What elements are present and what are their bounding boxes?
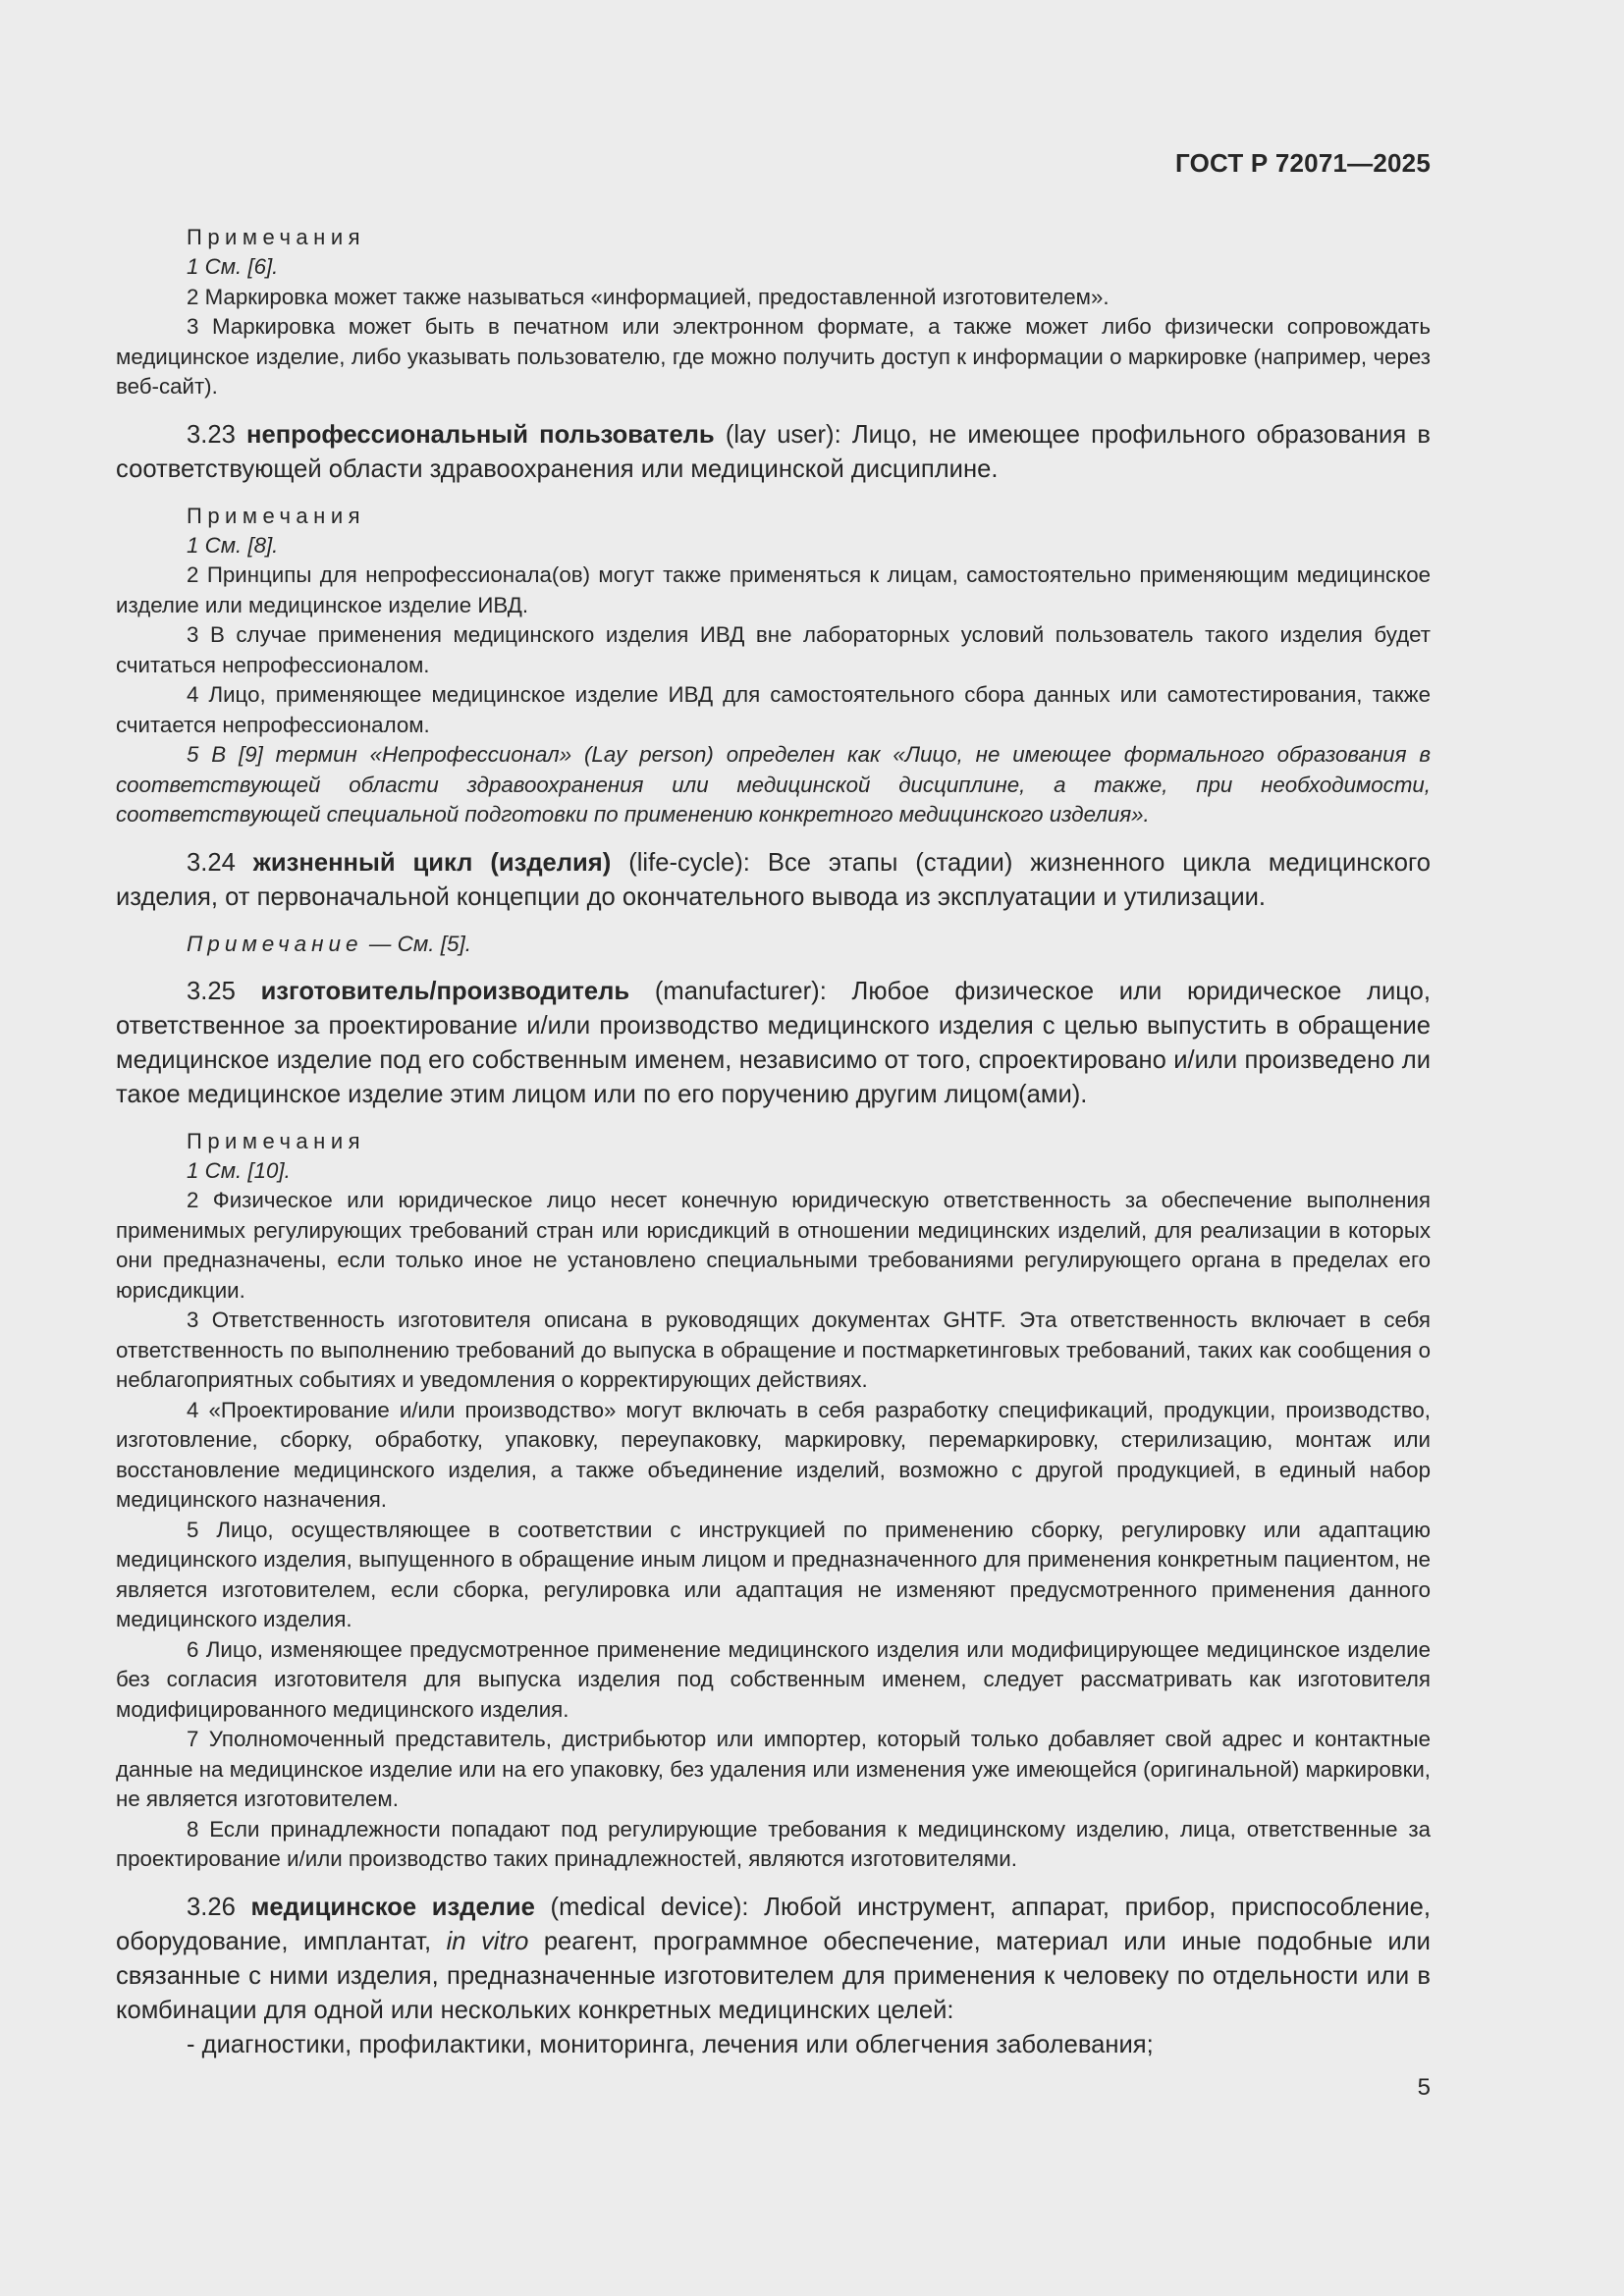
note-item: 1 См. [6]. [187, 254, 279, 279]
term-english: (life-cycle): [628, 848, 750, 877]
note-item: 8 Если принадлежности попадают под регулирующие требования к медицинскому изделию, лица, ответственные за проектирование и/или производство таких принадлежностей, являются изготовителями. [116, 1816, 1431, 1871]
document-body [116, 222, 1431, 2062]
note-item: 7 Уполномоченный представитель, дистрибьютор или импортер, который только добавляет свой адрес и контактные данные на медицинское изделие или на его упаковку, без удаления или изменения уже имеющейся (оригинальной) маркировки, не является изготовителем. [116, 1727, 1431, 1811]
note-text: — См. [5]. [368, 931, 472, 956]
note-item: 1 См. [10]. [187, 1157, 291, 1183]
term-name: медицинское изделие [250, 1893, 535, 1921]
page-number: 5 [1417, 2074, 1431, 2101]
term-3-23 [116, 418, 1431, 487]
list-item: - диагностики, профилактики, мониторинга, лечения или облегчения заболевания; [187, 2030, 1154, 2058]
notes-title: Примечания [187, 1128, 366, 1153]
term-number: 3.25 [187, 977, 236, 1005]
note-item: 3 Ответственность изготовителя описана в руководящих документах GHTF. Эта ответственность включает в себя ответственность по выполнению требований до выпуска в обращение и постмаркетинговых требований, таких как сообщения о неблагоприятных событиях и уведомления о корректирующих действиях. [116, 1308, 1431, 1392]
note-item: 3 Маркировка может быть в печатном или электронном формате, а также может либо физически сопровождать медицинское изделие, либо указывать пользователю, где можно получить доступ к информации о маркировке (например, через веб-сайт). [116, 314, 1431, 399]
term-definition-continued: реагент, программное обеспечение, материал или иные подобные или связанные с ними изделия, предназначенные изготовителем для применения к человеку по отдельности или в комбинации для одной или нескольких конкретных медицинских целей: [116, 1927, 1431, 2024]
note-item: 2 Маркировка может также называться «информацией, предоставленной изготовителем». [187, 284, 1110, 309]
note-item: 2 Принципы для непрофессионала(ов) могут также применяться к лицам, самостоятельно применяющим медицинское изделие или медицинское изделие ИВД. [116, 562, 1431, 617]
term-definition: Любое физическое или юридическое лицо, ответственное за проектирование и/или производство медицинского изделия с целью выпустить в обращение медицинское изделие под его собственным именем, независимо от того, спроектировано и/или произведено ли такое медицинское изделие этим лицом или по его поручению другим лицом(ами). [116, 977, 1431, 1108]
term-definition: Все этапы (стадии) жизненного цикла медицинского изделия, от первоначальной концепции до окончательного вывода из эксплуатации и утилизации. [116, 848, 1431, 911]
note-item: 5 Лицо, осуществляющее в соответствии с инструкцией по применению сборку, регулировку или адаптацию медицинского изделия, выпущенного в обращение иным лицом и предназначенного для применения конкретным пациентом, не является изготовителем, если сборка, регулировка или адаптация не изменяют предусмотренного применения данного медицинского изделия. [116, 1517, 1431, 1631]
term-name: непрофессиональный пользователь [246, 420, 715, 449]
term-3-25 [116, 975, 1431, 1112]
note-item: 2 Физическое или юридическое лицо несет конечную юридическую ответственность за обеспечение выполнения применимых регулирующих требований стран или юрисдикций в отношении медицинских изделий, для реализации в которых они предназначены, если только иное не установлено специальными требованиями регулирующего органа в пределах его юрисдикции. [116, 1188, 1431, 1303]
note-item: 6 Лицо, изменяющее предусмотренное применение медицинского изделия или модифицирующее медицинское изделие без согласия изготовителя для выпуска изделия под собственным именем, следует рассматривать как изготовителя модифицированного медицинского изделия. [116, 1636, 1431, 1722]
term-name: жизненный цикл (изделия) [252, 848, 612, 877]
term-number: 3.23 [187, 420, 236, 449]
note-item: 4 «Проектирование и/или производство» могут включать в себя разработку спецификаций, продукции, производство, изготовление, сборку, обработку, упаковку, переупаковку, маркировку, перемаркировку, стерилизацию, монтаж или восстановление медицинского изделия, а также объединение изделий, возможно с другой продукцией, в единый набор медицинского назначения. [116, 1397, 1431, 1512]
note-item: 3 В случае применения медицинского изделия ИВД вне лабораторных условий пользователь такого изделия будет считаться непрофессионалом. [116, 622, 1431, 677]
term-english: (medical device): [550, 1893, 749, 1921]
term-3-26 [116, 1891, 1431, 2028]
notes-title: Примечания [187, 225, 366, 249]
term-number: 3.26 [187, 1893, 236, 1921]
term-english: (manufacturer): [654, 977, 827, 1005]
standard-header: ГОСТ Р 72071—2025 [1175, 148, 1431, 178]
notes-title: Примечания [187, 503, 366, 528]
term-name: изготовитель/производитель [260, 977, 630, 1005]
term-english: (lay user): [725, 420, 841, 449]
term-definition: Лицо, не имеющее профильного образования в соответствующей области здравоохранения или медицинской дисциплине. [116, 420, 1431, 483]
note-item: 1 См. [8]. [187, 532, 279, 558]
term-definition: Любой инструмент, аппарат, прибор, приспособление, оборудование, имплантат, [116, 1893, 1431, 1955]
note-label: Примечание [187, 931, 363, 956]
term-number: 3.24 [187, 848, 236, 877]
term-3-24 [116, 846, 1431, 915]
single-note [116, 929, 1431, 959]
note-item: 5 В [9] термин «Непрофессионал» (Lay person) определен как «Лицо, не имеющее формального образования в соответствующей области здравоохранения или медицинской дисциплине, а также, при необходимости, соответствующей специальной подготовки по применению конкретного медицинского изделия». [116, 742, 1431, 827]
in-vitro-text: in vitro [446, 1927, 529, 1955]
note-item: 4 Лицо, применяющее медицинское изделие ИВД для самостоятельного сбора данных или самотестирования, также считается непрофессионалом. [116, 682, 1431, 737]
